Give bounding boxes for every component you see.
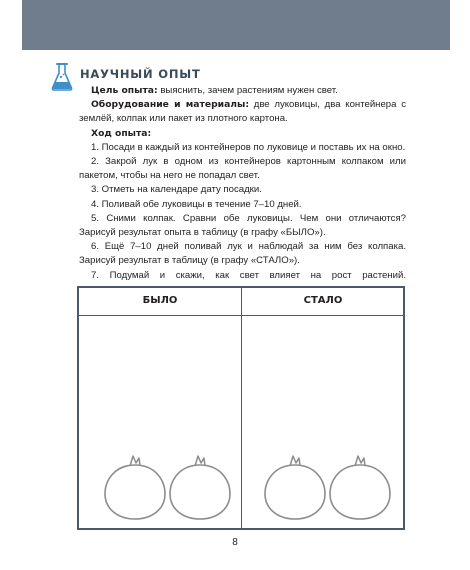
procedure-step: 6. Ещё 7–10 дней поливай лук и наблюдай за ним без колпака. Зарисуй результат в таблицу (в графу «СТАЛО»). — [79, 241, 406, 267]
onion-icon — [262, 449, 328, 521]
column-header-after: СТАЛО — [303, 295, 343, 306]
procedure-heading: Ход опыта: — [91, 127, 152, 139]
procedure-step: 1. Посади в каждый из контейнеров по луковице и поставь их на окно. — [91, 141, 406, 153]
goal-paragraph — [79, 84, 406, 98]
goal-label: Цель опыта: — [91, 85, 158, 96]
equipment-text: две луковицы, два контейнера с землёй, колпак или пакет из плотного картона. — [79, 99, 406, 125]
onion-icon — [167, 449, 233, 521]
equipment-paragraph — [79, 98, 406, 126]
equipment-label: Оборудование и материалы: — [91, 99, 249, 111]
onion-icon — [102, 449, 168, 521]
flask-icon — [50, 62, 74, 92]
column-header-before: БЫЛО — [142, 295, 178, 306]
procedure-step: 2. Закрой лук в одном из контейнеров картонным колпаком или пакетом, чтобы на него не попадал свет. — [79, 156, 406, 182]
procedure-step: 7. Подумай и скажи, как свет влияет на рост растений. — [91, 269, 406, 281]
table-column-divider — [241, 288, 242, 528]
procedure-step: 3. Отметь на календаре дату посадки. — [91, 184, 262, 196]
section-title: НАУЧНЫЙ ОПЫТ — [80, 67, 201, 81]
header-band — [22, 0, 450, 50]
page-number: 8 — [232, 537, 238, 548]
procedure-step: 4. Поливай обе луковицы в течение 7–10 дней. — [91, 198, 302, 210]
experiment-text — [79, 84, 406, 283]
goal-text: выяснить, зачем растениям нужен свет. — [157, 85, 338, 96]
onion-icon — [327, 449, 393, 521]
results-table — [77, 286, 405, 530]
procedure-step: 5. Сними колпак. Сравни обе луковицы. Чем они отличаются? Зарисуй результат опыта в таблицу (в графу «БЫЛО»). — [79, 212, 406, 239]
